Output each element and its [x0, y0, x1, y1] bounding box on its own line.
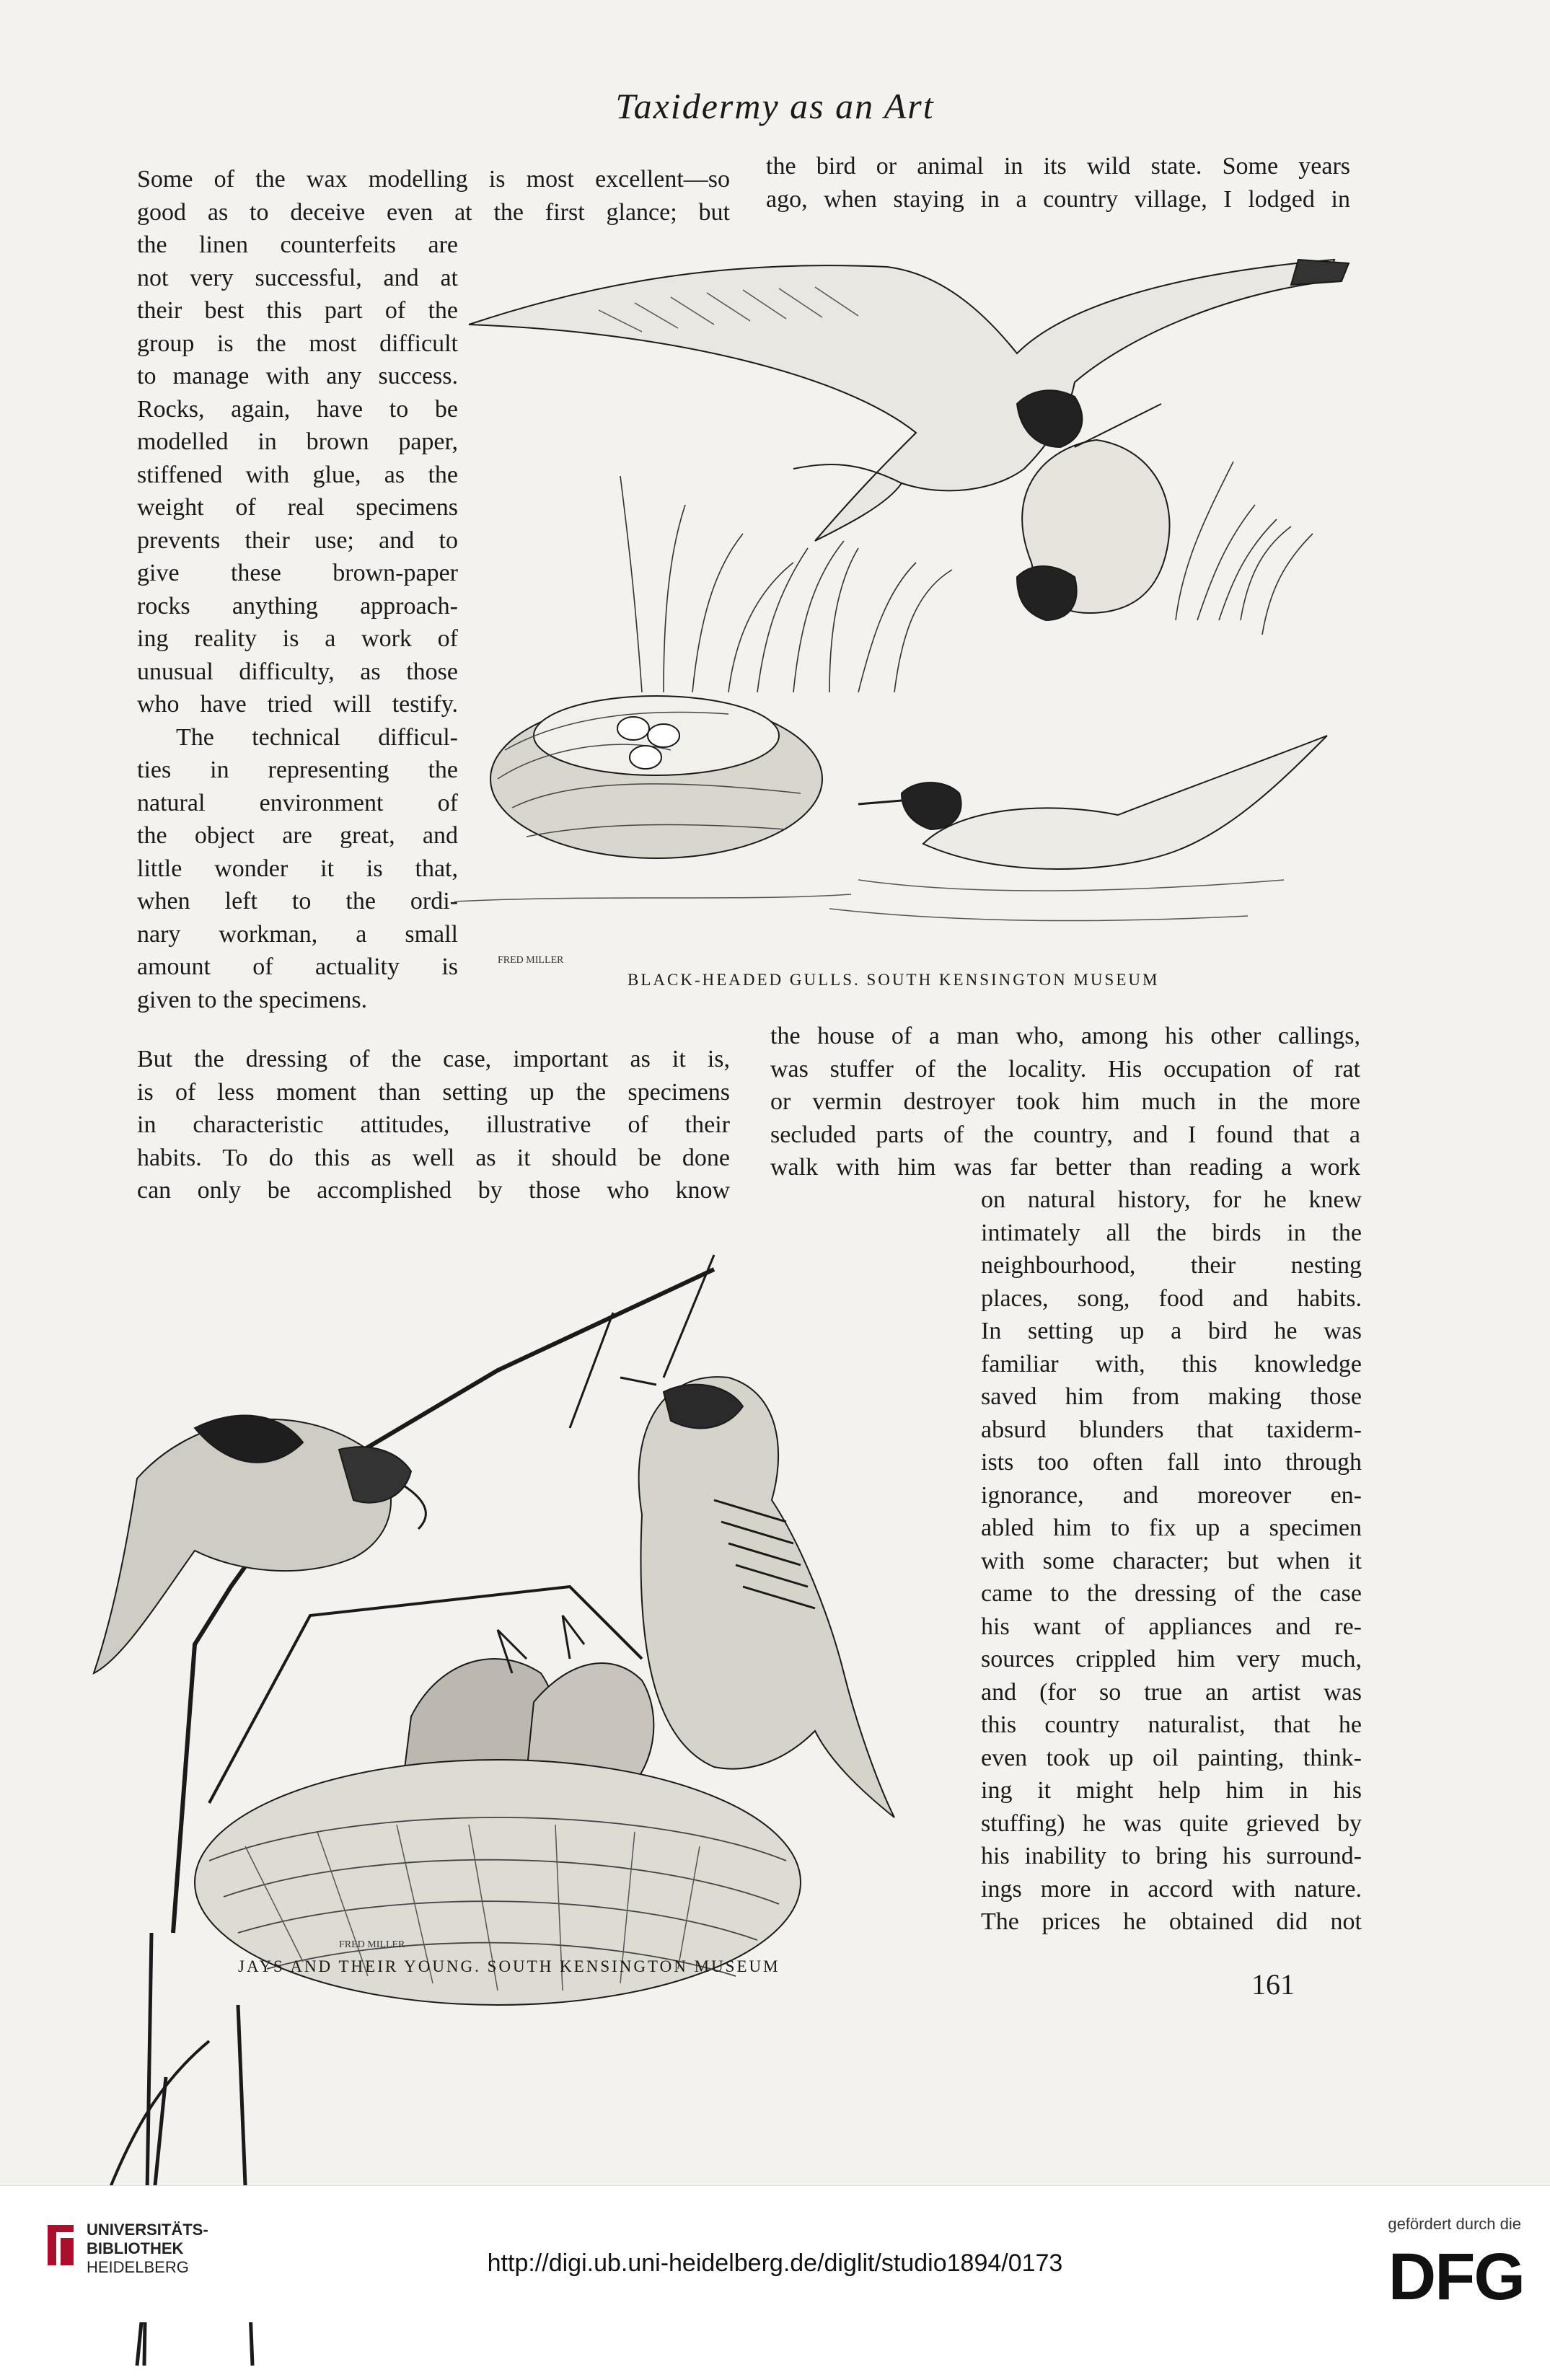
- text-line: not very successful, and at: [137, 264, 458, 291]
- text-line: ists too often fall into through: [981, 1449, 1362, 1476]
- text-line: natural environment of: [137, 789, 458, 816]
- text-line: group is the most difficult: [137, 330, 458, 357]
- text-line: nary workman, a small: [137, 920, 458, 948]
- text-line: the bird or animal in its wild state. Some years: [766, 153, 1350, 180]
- text-line: even took up oil painting, think-: [981, 1744, 1362, 1771]
- university-name-line: HEIDELBERG: [87, 2258, 189, 2276]
- text-line: can only be accomplished by those who know: [137, 1177, 730, 1204]
- text-line: Rocks, again, have to be: [137, 395, 458, 423]
- text-line: modelled in brown paper,: [137, 428, 458, 455]
- text-line: ago, when staying in a country village, I lodged in: [766, 185, 1350, 213]
- text-line: amount of actuality is: [137, 953, 458, 980]
- text-line: intimately all the birds in the: [981, 1219, 1362, 1246]
- artist-signature: FRED MILLER: [498, 955, 564, 966]
- text-line: give these brown-paper: [137, 560, 458, 586]
- text-line: this country naturalist, that he: [981, 1711, 1362, 1738]
- text-line: saved him from making those: [981, 1383, 1362, 1410]
- text-line: his inability to bring his surround-: [981, 1843, 1362, 1869]
- text-line: secluded parts of the country, and I found that a: [770, 1121, 1360, 1148]
- gulls-caption: BLACK-HEADED GULLS. SOUTH KENSINGTON MUSEUM: [628, 971, 1160, 989]
- column-left-top: [137, 163, 730, 229]
- university-name-line: BIBLIOTHEK: [87, 2239, 184, 2257]
- text-line: came to the dressing of the case: [981, 1580, 1362, 1607]
- text-line: the house of a man who, among his other callings,: [770, 1023, 1360, 1049]
- source-url-link[interactable]: http://digi.ub.uni-heidelberg.de/diglit/studio1894/0173: [487, 2249, 1063, 2277]
- text-line: ignorance, and moreover en-: [981, 1481, 1362, 1509]
- column-left-narrow: [137, 229, 458, 1016]
- column-left-bottom: [137, 1043, 730, 1207]
- text-line: given to the specimens.: [137, 986, 368, 1013]
- text-line: ties in representing the: [137, 757, 458, 783]
- footer-bar: [0, 2185, 1550, 2322]
- gulls-illustration: [454, 231, 1356, 966]
- text-line: who have tried will testify.: [137, 691, 458, 718]
- text-line: to manage with any success.: [137, 363, 458, 389]
- text-line: with some character; but when it: [981, 1547, 1362, 1574]
- text-line: their best this part of the: [137, 297, 458, 324]
- column-right-narrow: [981, 1184, 1362, 1939]
- university-name-line: UNIVERSITÄTS-: [87, 2221, 208, 2239]
- text-line: stuffing) he was quite grieved by: [981, 1810, 1362, 1837]
- text-line: little wonder it is that,: [137, 855, 458, 882]
- text-line: In setting up a bird he was: [981, 1318, 1362, 1344]
- text-line: was stuffer of the locality. His occupation of rat: [770, 1055, 1360, 1083]
- text-line: or vermin destroyer took him much in the more: [770, 1088, 1360, 1115]
- text-line: is of less moment than setting up the specimens: [137, 1078, 730, 1106]
- column-right-middle: [770, 1020, 1360, 1184]
- text-line: places, song, food and habits.: [981, 1284, 1362, 1312]
- page-number: 161: [1251, 1968, 1295, 2001]
- text-line: neighbourhood, their nesting: [981, 1252, 1362, 1279]
- column-right-top: [766, 150, 1350, 216]
- text-line: on natural history, for he knew: [981, 1186, 1362, 1213]
- text-line: in characteristic attitudes, illustrative of their: [137, 1111, 730, 1138]
- text-line: sources crippled him very much,: [981, 1646, 1362, 1672]
- text-line: familiar with, this knowledge: [981, 1350, 1362, 1378]
- text-line: the linen counterfeits are: [137, 232, 458, 258]
- text-line: The technical difficul-: [176, 723, 458, 751]
- text-line: walk with him was far better than reading a work: [770, 1154, 1360, 1181]
- text-line: ings more in accord with nature.: [981, 1875, 1362, 1903]
- text-line: absurd blunders that taxiderm-: [981, 1416, 1362, 1443]
- text-line: Some of the wax modelling is most excellent—so: [137, 166, 730, 193]
- text-line: habits. To do this as well as it should be done: [137, 1144, 730, 1171]
- text-line: his want of appliances and re-: [981, 1613, 1362, 1640]
- text-line: The prices he obtained did not: [981, 1908, 1362, 1935]
- text-line: when left to the ordi-: [137, 888, 458, 914]
- text-line: abled him to fix up a specimen: [981, 1515, 1362, 1541]
- running-title: Taxidermy as an Art: [615, 86, 935, 126]
- text-line: weight of real specimens: [137, 494, 458, 521]
- text-line: good as to deceive even at the first glance; but: [137, 198, 730, 226]
- funding-note: gefördert durch die: [1388, 2215, 1521, 2233]
- text-line: rocks anything approach-: [137, 592, 458, 620]
- text-line: prevents their use; and to: [137, 526, 458, 554]
- text-line: and (for so true an artist was: [981, 1678, 1362, 1706]
- text-line: ing reality is a work of: [137, 625, 458, 652]
- jays-caption: JAYS AND THEIR YOUNG. SOUTH KENSINGTON MUSEUM: [238, 1957, 780, 1975]
- text-line: stiffened with glue, as the: [137, 461, 458, 488]
- artist-signature: FRED MILLER: [339, 1939, 405, 1950]
- text-line: ing it might help him in his: [981, 1777, 1362, 1804]
- text-line: the object are great, and: [137, 822, 458, 849]
- dfg-logo: DFG: [1388, 2240, 1524, 2314]
- text-line: But the dressing of the case, important as it is,: [137, 1046, 730, 1072]
- text-line: unusual difficulty, as those: [137, 658, 458, 685]
